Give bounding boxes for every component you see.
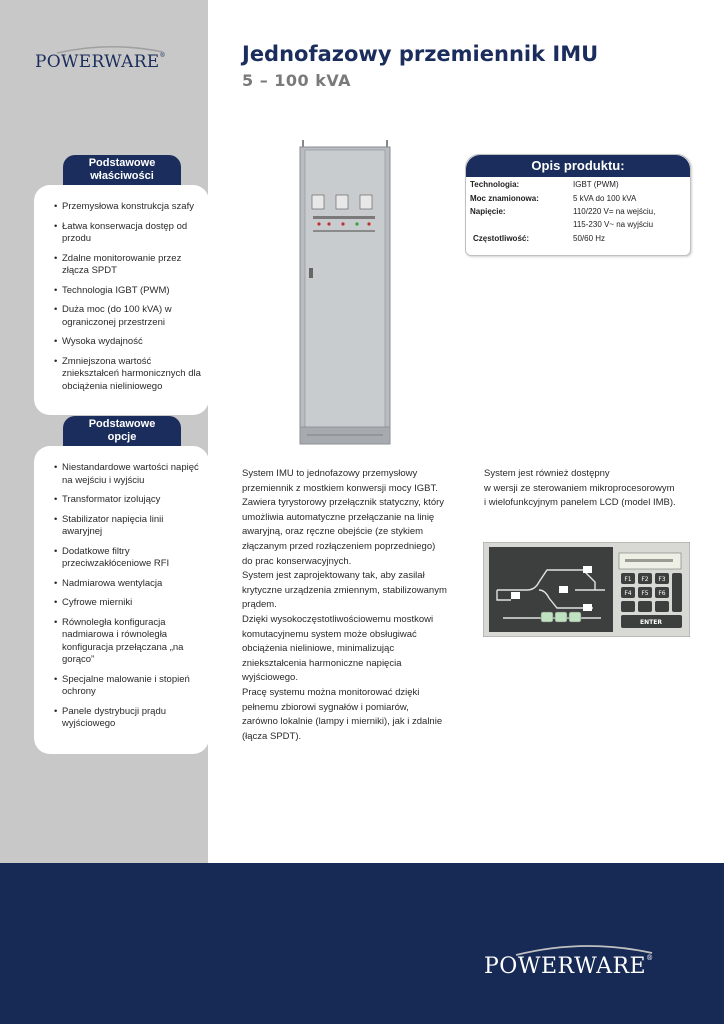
key-f1-label: F1: [624, 576, 632, 583]
footer-powerware-logo: [484, 954, 654, 979]
spec-value: 5 kVA do 100 kVA: [573, 194, 637, 203]
properties-title-line2: właściwości: [90, 170, 154, 182]
text-line: System jest zaprojektowany tak, aby zasilał: [242, 570, 425, 582]
text-line: prądem.: [242, 599, 277, 611]
text-line: do prac konserwacyjnych.: [242, 555, 352, 567]
properties-box: [34, 185, 209, 415]
text-line: awaryjną, oraz ręczne obejście (ze stykiem: [242, 526, 424, 538]
options-title-line1: Podstawowe: [88, 418, 156, 430]
spec-key: Napięcie:: [470, 207, 506, 216]
text-line: Pracę systemu można monitorować dzięki: [242, 686, 420, 698]
options-title-line2: opcje: [107, 431, 137, 443]
description-column-1: [242, 467, 457, 744]
list-item: • Wysoka wydajność: [54, 336, 203, 349]
list-item: • Niestandardowe wartości napięć na wejściu i wyjściu: [54, 462, 203, 487]
logo-registered-mark: ®: [159, 52, 166, 59]
spec-key: Częstotliwość:: [473, 234, 530, 243]
options-tab: [63, 416, 181, 447]
page-subtitle: 5 – 100 kVA: [242, 71, 352, 90]
text-line: przemiennik z mostkiem konwersji mocy IGBT.: [242, 482, 438, 494]
spec-value: IGBT (PWM): [573, 180, 619, 189]
list-item: • Dodatkowe filtry przeciwzakłóceniowe RFI: [54, 546, 203, 571]
text-line: Zawiera tyrystorowy przełącznik statyczny, który: [242, 497, 445, 509]
footer-logo-text: POWERWARE: [484, 954, 647, 979]
text-line: i wielofunkcyjnym panelem LCD (model IMB).: [484, 497, 676, 509]
list-item: • Przemysłowa konstrukcja szafy: [54, 201, 203, 214]
text-line: System jest również dostępny: [484, 468, 610, 479]
options-list: [34, 446, 209, 731]
list-item: • Nadmiarowa wentylacja: [54, 578, 203, 591]
text-line: System IMU to jednofazowy przemysłowy: [242, 468, 418, 479]
list-item: • Zmniejszona wartość zniekształceń harmonicznych dla obciążenia nieliniowego: [54, 356, 203, 394]
text-line: Dzięki wysokoczęstotliwościowemu mostkowi: [242, 613, 434, 625]
cabinet-image: [299, 140, 391, 445]
control-panel-image: [483, 542, 690, 637]
powerware-logo: [35, 52, 166, 72]
spec-key: Moc znamionowa:: [470, 194, 539, 203]
product-description-title: Opis produktu:: [466, 155, 690, 177]
text-line: obciążenia nieliniowe, minimalizując: [242, 643, 395, 655]
text-line: krytyczne urządzenia zmiennym, stabilizowanym: [242, 584, 447, 596]
key-enter-label: ENTER: [640, 619, 662, 626]
spec-value: 50/60 Hz: [573, 234, 606, 243]
list-item: • Specjalne malowanie i stopień ochrony: [54, 674, 203, 699]
logo-swoosh-icon: [55, 44, 165, 54]
list-item: • Równoległa konfiguracja nadmiarowa i równoległa konfiguracja przełączana „na gorąco”: [54, 617, 203, 667]
list-item: • Panele dystrybucji prądu wyjściowego: [54, 706, 203, 731]
text-line: w wersji ze sterowaniem mikroprocesorowym: [484, 482, 675, 494]
text-line: zarówno lokalnie (lampy i mierniki), jak i zdalnie: [242, 716, 443, 728]
spec-key: Technologia:: [470, 180, 520, 189]
text-line: komutacyjnemu system może obsługiwać: [242, 628, 417, 640]
list-item: • Zdalne monitorowanie przez złącza SPDT: [54, 253, 203, 278]
product-description-box: [465, 154, 691, 256]
properties-list: [34, 185, 209, 393]
spec-value: 110/220 V= na wejściu,: [573, 207, 656, 216]
text-line: umożliwia automatyczne przełączanie na linię: [242, 511, 435, 523]
options-box: [34, 446, 209, 754]
properties-tab: [63, 155, 181, 186]
text-line: (łącza SPDT).: [242, 730, 302, 742]
text-line: złączanym przed rozłączeniem poprzedniego): [242, 540, 436, 552]
page-title: Jednofazowy przemiennik IMU: [242, 42, 599, 66]
properties-title-line1: Podstawowe: [88, 157, 156, 169]
list-item: • Stabilizator napięcia linii awaryjnej: [54, 514, 203, 539]
description-column-2: [484, 467, 704, 511]
list-item: • Duża moc (do 100 kVA) w ograniczonej przestrzeni: [54, 304, 203, 329]
spec-value: 115-230 V~ na wyjściu: [573, 220, 654, 229]
list-item: • Cyfrowe mierniki: [54, 597, 203, 610]
list-item: • Łatwa konserwacja dostęp od przodu: [54, 221, 203, 246]
footer-logo-swoosh-icon: [514, 942, 654, 956]
key-f6-label: F6: [658, 590, 666, 597]
key-f2-label: F2: [641, 576, 649, 583]
list-item: • Transformator izolujący: [54, 494, 203, 507]
logo-text: POWERWARE: [35, 52, 160, 72]
list-item: • Technologia IGBT (PWM): [54, 285, 203, 298]
text-line: zniekształcenia harmoniczne napięcia: [242, 657, 402, 669]
key-f5-label: F5: [641, 590, 649, 597]
key-f3-label: F3: [658, 576, 666, 583]
text-line: pełnemu zbiorowi sygnałów i pomiarów,: [242, 701, 409, 713]
footer-logo-registered-mark: ®: [646, 954, 654, 962]
text-line: wyjściowego.: [242, 672, 298, 684]
key-f4-label: F4: [624, 590, 632, 597]
